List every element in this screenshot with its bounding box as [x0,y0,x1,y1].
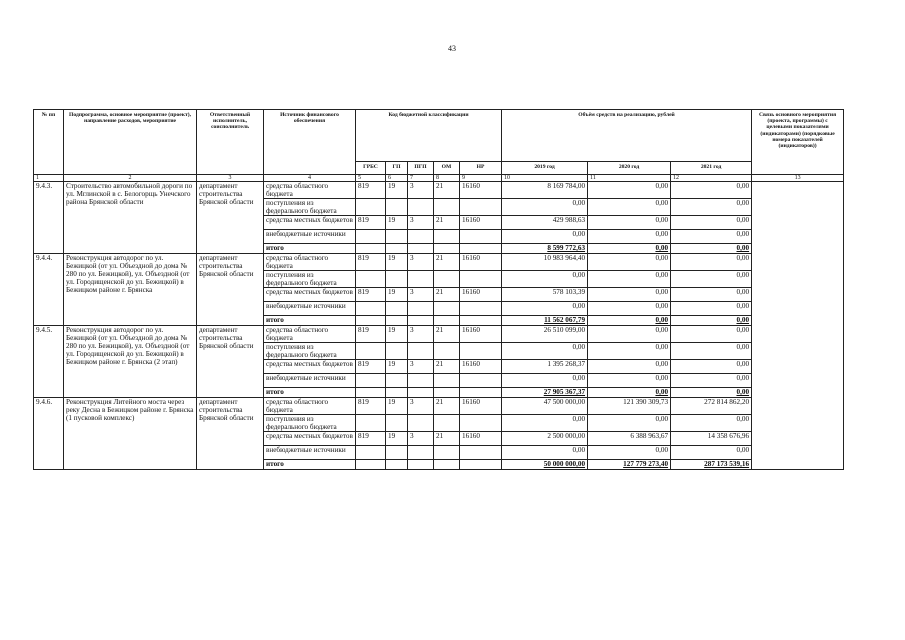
funding-source: внебюджетные источники [264,230,356,244]
amount-2021: 0,00 [671,230,752,244]
code-grbs: 819 [356,326,386,343]
amount-2021: 272 814 862,20 [671,398,752,415]
code-pgp [408,271,434,288]
code-gp: 19 [386,432,408,446]
item-executor: департамент строительства Брянской области [197,182,264,254]
amount-2021: 0,00 [671,326,752,343]
code-gp: 19 [386,288,408,302]
funding-source: итого [264,244,356,254]
amount-2021: 0,00 [671,271,752,288]
code-gp [386,316,408,326]
item-number: 9.4.5. [34,326,64,398]
column-number: 13 [752,175,844,182]
code-nr [460,316,502,326]
code-gp: 19 [386,182,408,199]
amount-2021: 0,00 [671,244,752,254]
column-number: 8 [434,175,460,182]
code-pgp: 3 [408,398,434,415]
item-name: Реконструкция Литейного моста через реку Десна в Бежицком районе г. Брянска (1 пусковой комплекс) [64,398,197,470]
code-om: 21 [434,360,460,374]
code-om [434,302,460,316]
code-grbs [356,343,386,360]
item-name: Реконструкция автодорог по ул. Бежицкой (от ул. Объездной до дома № 280 по ул. Бежицкой), ул. Объездной (от ул. Городищенской до ул. Бежицкой) в Бежицком районе г. Брянска (2 этап) [64,326,197,398]
code-om [434,446,460,460]
amount-2019: 0,00 [502,446,588,460]
code-grbs [356,460,386,470]
amount-2020: 121 390 309,73 [588,398,671,415]
amount-2019: 0,00 [502,199,588,216]
amount-2021: 0,00 [671,360,752,374]
funding-source: внебюджетные источники [264,302,356,316]
amount-2021: 0,00 [671,316,752,326]
amount-2019: 578 103,39 [502,288,588,302]
column-number: 3 [197,175,264,182]
code-gp [386,343,408,360]
code-nr [460,415,502,432]
funding-source: средства местных бюджетов [264,432,356,446]
amount-2020: 0,00 [588,316,671,326]
code-grbs: 819 [356,288,386,302]
code-pgp: 3 [408,182,434,199]
code-om: 21 [434,216,460,230]
code-pgp [408,343,434,360]
amount-2019: 0,00 [502,343,588,360]
amount-2020: 0,00 [588,216,671,230]
code-om [434,316,460,326]
amount-2019: 0,00 [502,415,588,432]
code-pgp: 3 [408,254,434,271]
item-number: 9.4.4. [34,254,64,326]
column-number: 10 [502,175,588,182]
amount-2020: 0,00 [588,326,671,343]
item-executor: департамент строительства Брянской области [197,398,264,470]
amount-2019: 0,00 [502,271,588,288]
item-executor: департамент строительства Брянской области [197,254,264,326]
table-body [34,182,844,470]
code-om: 21 [434,288,460,302]
amount-2019: 0,00 [502,302,588,316]
code-nr [460,388,502,398]
code-om [434,199,460,216]
code-grbs [356,415,386,432]
header-executor: Ответственный исполнитель, соисполнитель [197,110,264,175]
funding-source: средства местных бюджетов [264,288,356,302]
budget-table [33,109,844,470]
funding-source: поступления из федерального бюджета [264,271,356,288]
code-nr [460,374,502,388]
funding-source: средства областного бюджета [264,398,356,415]
amount-2021: 0,00 [671,216,752,230]
code-om: 21 [434,326,460,343]
code-gp [386,415,408,432]
column-number: 6 [386,175,408,182]
code-nr: 16160 [460,216,502,230]
code-om [434,388,460,398]
column-number: 9 [460,175,502,182]
item-name: Строительство автомобильной дороги по ул. Мглинской в с. Белогорщь Унечского района Брянской области [64,182,197,254]
code-gp [386,271,408,288]
code-nr [460,199,502,216]
amount-2021: 0,00 [671,415,752,432]
amount-2020: 0,00 [588,244,671,254]
amount-2020: 0,00 [588,360,671,374]
code-gp [386,374,408,388]
amount-2019: 50 000 000,00 [502,460,588,470]
amount-2019: 1 395 268,37 [502,360,588,374]
code-gp [386,388,408,398]
code-gp: 19 [386,326,408,343]
funding-source: итого [264,316,356,326]
header-year-2019: 2019 год [502,162,588,175]
column-number: 12 [671,175,752,182]
item-number: 9.4.3. [34,182,64,254]
amount-2020: 0,00 [588,230,671,244]
code-nr: 16160 [460,288,502,302]
code-grbs: 819 [356,216,386,230]
amount-2019: 27 905 367,37 [502,388,588,398]
funding-source: средства областного бюджета [264,254,356,271]
header-code: Код бюджетной классификации [356,110,502,162]
funding-source: поступления из федерального бюджета [264,415,356,432]
code-grbs [356,302,386,316]
code-om: 21 [434,432,460,446]
amount-2020: 6 388 963,67 [588,432,671,446]
code-pgp [408,316,434,326]
amount-2021: 0,00 [671,199,752,216]
amount-2020: 0,00 [588,271,671,288]
code-pgp: 3 [408,326,434,343]
amount-2020: 0,00 [588,374,671,388]
column-number: 2 [64,175,197,182]
table-row [34,182,844,199]
code-pgp [408,230,434,244]
amount-2020: 0,00 [588,302,671,316]
amount-2021: 287 173 539,16 [671,460,752,470]
header-source: Источник финансового обеспечения [264,110,356,175]
header-code-grbs: ГРБС [356,162,386,175]
code-gp [386,446,408,460]
code-grbs: 819 [356,432,386,446]
amount-2020: 0,00 [588,288,671,302]
code-grbs: 819 [356,360,386,374]
code-grbs [356,446,386,460]
code-nr [460,446,502,460]
code-grbs [356,244,386,254]
code-nr [460,460,502,470]
code-om: 21 [434,182,460,199]
header-code-om: ОМ [434,162,460,175]
header-code-gp: ГП [386,162,408,175]
table-row [34,398,844,415]
amount-2021: 0,00 [671,182,752,199]
code-nr: 16160 [460,360,502,374]
funding-source: средства местных бюджетов [264,360,356,374]
page-number: 43 [448,44,456,53]
funding-source: итого [264,460,356,470]
code-nr [460,244,502,254]
code-nr [460,343,502,360]
code-gp [386,460,408,470]
funding-source: итого [264,388,356,398]
code-nr: 16160 [460,326,502,343]
amount-2021: 0,00 [671,374,752,388]
code-nr: 16160 [460,254,502,271]
code-om [434,230,460,244]
code-gp: 19 [386,254,408,271]
code-om [434,343,460,360]
amount-2020: 0,00 [588,446,671,460]
funding-source: средства областного бюджета [264,326,356,343]
funding-source: поступления из федерального бюджета [264,343,356,360]
code-grbs: 819 [356,398,386,415]
amount-2021: 0,00 [671,302,752,316]
amount-2019: 429 988,63 [502,216,588,230]
code-pgp [408,460,434,470]
code-grbs [356,388,386,398]
code-pgp: 3 [408,216,434,230]
code-pgp [408,244,434,254]
code-pgp: 3 [408,288,434,302]
code-pgp [408,199,434,216]
code-grbs [356,374,386,388]
amount-2019: 10 983 964,40 [502,254,588,271]
header-name: Подпрограмма, основное мероприятие (проект), направление расходов, мероприятие [64,110,197,175]
code-nr [460,271,502,288]
item-executor: департамент строительства Брянской области [197,326,264,398]
amount-2021: 0,00 [671,288,752,302]
column-numbers-row [34,175,844,182]
code-gp [386,302,408,316]
amount-2020: 0,00 [588,415,671,432]
amount-2021: 0,00 [671,343,752,360]
code-gp [386,244,408,254]
code-om: 21 [434,254,460,271]
code-gp: 19 [386,360,408,374]
amount-2020: 127 779 273,40 [588,460,671,470]
amount-2019: 0,00 [502,230,588,244]
funding-source: внебюджетные источники [264,374,356,388]
amount-2020: 0,00 [588,343,671,360]
amount-2019: 26 510 099,00 [502,326,588,343]
item-name: Реконструкция автодорог по ул. Бежицкой (от ул. Объездной до дома № 280 по ул. Бежицкой), ул. Объездной (от ул. Городищенской до ул. Бежицкой) в Бежицком районе г. Брянска [64,254,197,326]
indicator-link [752,182,844,470]
code-pgp [408,415,434,432]
header-link: Связь основного мероприятия (проекта, программы) с целевыми показателями (индикаторами) (порядковые номера показателей (индикаторов)) [752,110,844,175]
funding-source: внебюджетные источники [264,446,356,460]
amount-2021: 14 358 676,96 [671,432,752,446]
amount-2019: 47 500 000,00 [502,398,588,415]
code-grbs: 819 [356,182,386,199]
column-number: 4 [264,175,356,182]
amount-2020: 0,00 [588,388,671,398]
code-nr: 16160 [460,182,502,199]
table-row [34,254,844,271]
table-row [34,326,844,343]
header-num: № пп [34,110,64,175]
amount-2020: 0,00 [588,182,671,199]
amount-2021: 0,00 [671,446,752,460]
code-gp [386,230,408,244]
code-grbs [356,316,386,326]
amount-2020: 0,00 [588,254,671,271]
header-volume: Объём средств на реализацию, рублей [502,110,752,162]
code-pgp: 3 [408,360,434,374]
header-year-2020: 2020 год [588,162,671,175]
code-pgp [408,446,434,460]
header-year-2021: 2021 год [671,162,752,175]
code-pgp [408,388,434,398]
amount-2021: 0,00 [671,254,752,271]
funding-source: средства местных бюджетов [264,216,356,230]
code-om: 21 [434,398,460,415]
column-number: 7 [408,175,434,182]
amount-2019: 2 500 000,00 [502,432,588,446]
funding-source: средства областного бюджета [264,182,356,199]
amount-2019: 8 599 772,63 [502,244,588,254]
code-om [434,271,460,288]
code-grbs [356,271,386,288]
header-code-nr: НР [460,162,502,175]
code-nr: 16160 [460,398,502,415]
amount-2020: 0,00 [588,199,671,216]
column-number: 5 [356,175,386,182]
code-gp [386,199,408,216]
code-pgp [408,374,434,388]
code-pgp [408,302,434,316]
code-pgp: 3 [408,432,434,446]
table-header [34,110,844,182]
code-grbs [356,230,386,244]
code-gp: 19 [386,216,408,230]
header-code-pgp: ПГП [408,162,434,175]
column-number: 11 [588,175,671,182]
code-grbs [356,199,386,216]
amount-2019: 11 562 067,79 [502,316,588,326]
code-grbs: 819 [356,254,386,271]
code-nr: 16160 [460,432,502,446]
code-om [434,460,460,470]
amount-2021: 0,00 [671,388,752,398]
code-nr [460,230,502,244]
code-om [434,415,460,432]
item-number: 9.4.6. [34,398,64,470]
funding-source: поступления из федерального бюджета [264,199,356,216]
column-number: 1 [34,175,64,182]
code-nr [460,302,502,316]
amount-2019: 0,00 [502,374,588,388]
code-gp: 19 [386,398,408,415]
code-om [434,244,460,254]
code-om [434,374,460,388]
amount-2019: 8 169 784,00 [502,182,588,199]
